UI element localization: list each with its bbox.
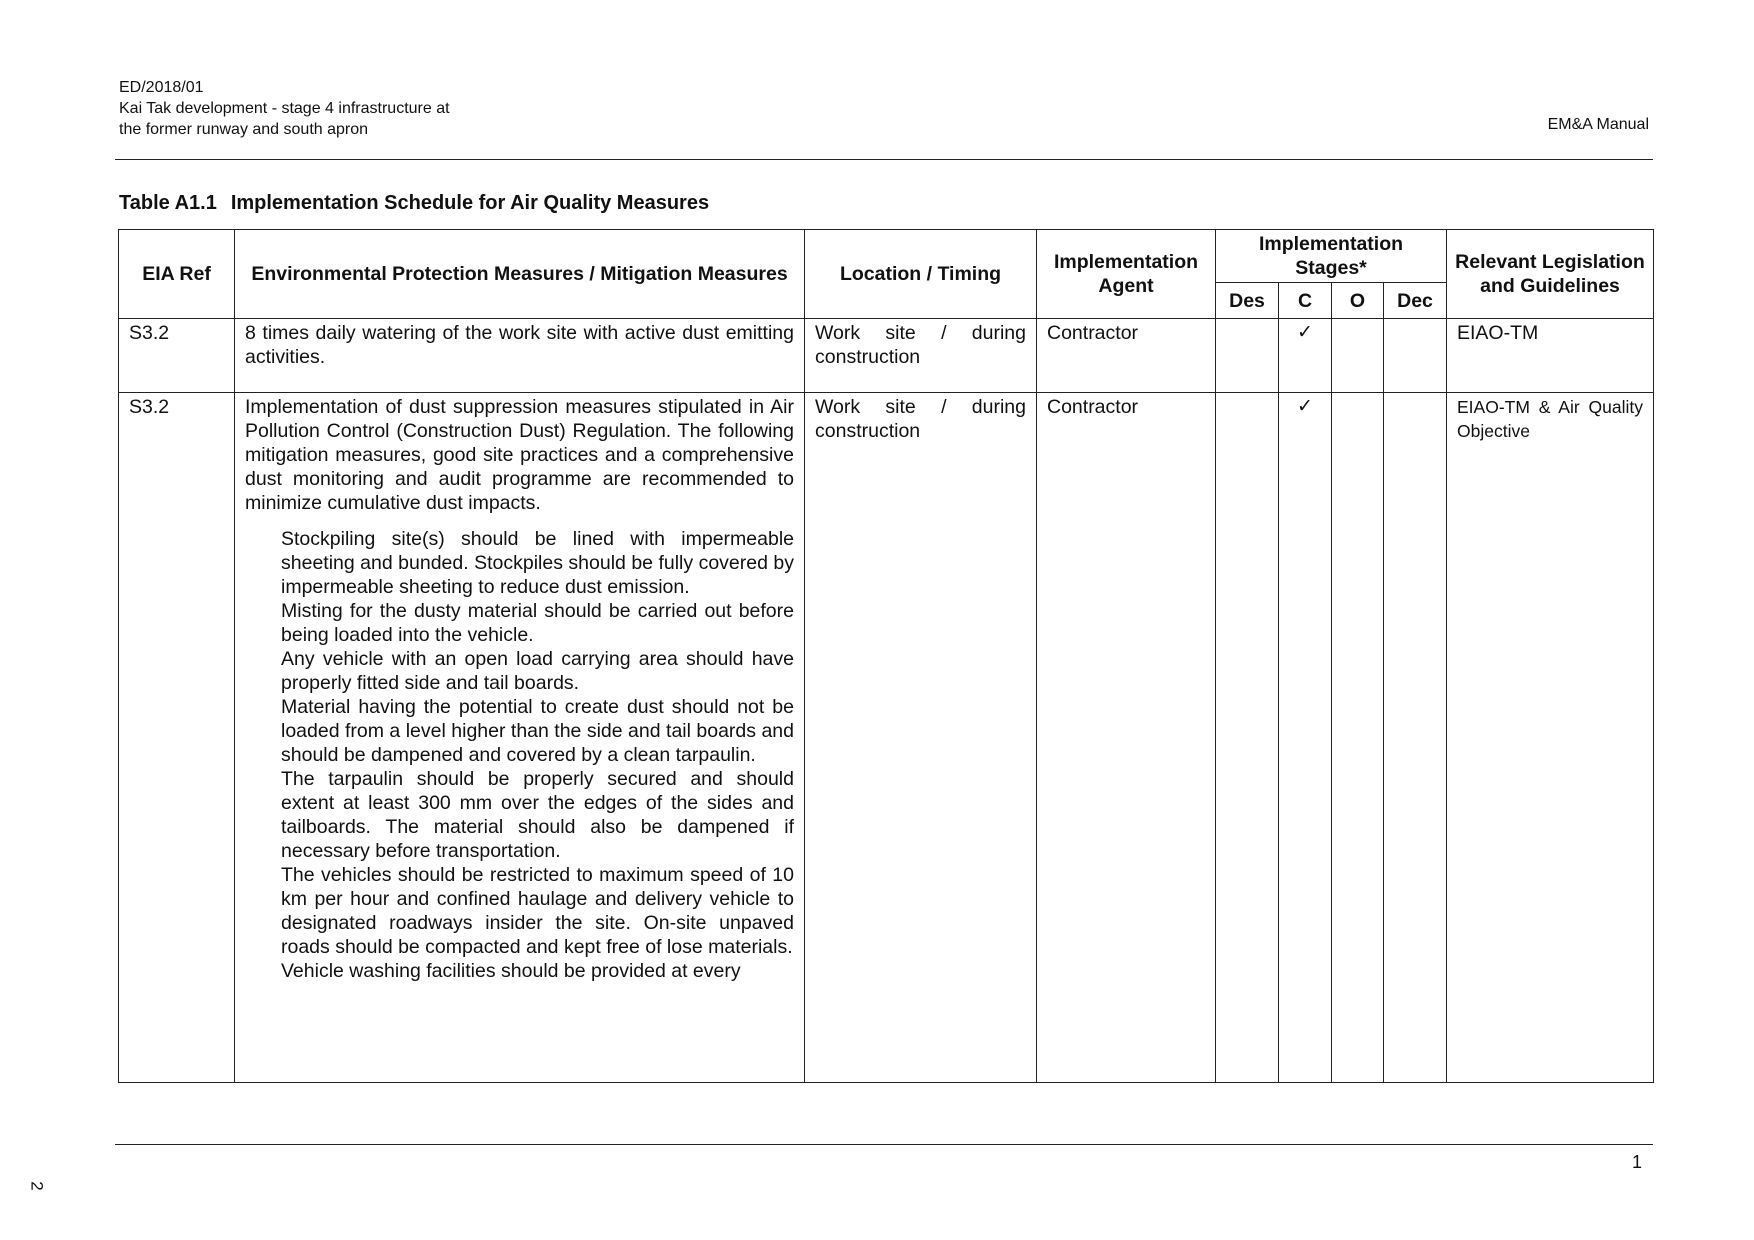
header-divider	[115, 159, 1653, 160]
footer-divider	[115, 1144, 1653, 1145]
cell-stage-dec	[1384, 393, 1447, 1083]
side-page-number: 2	[27, 1181, 47, 1191]
page-number: 1	[1631, 1152, 1642, 1172]
project-title-line-1: Kai Tak development - stage 4 infrastructure at	[119, 100, 450, 117]
cell-eia-ref: S3.2	[119, 393, 235, 1083]
implementation-schedule-table	[118, 229, 1654, 1083]
cell-location: Work site / during construction	[805, 319, 1037, 393]
cell-agent: Contractor	[1037, 319, 1216, 393]
cell-eia-ref: S3.2	[119, 319, 235, 393]
cell-stage-des	[1216, 319, 1279, 393]
cell-stage-o	[1332, 319, 1384, 393]
table-row	[119, 393, 1654, 1083]
header-stage-o: O	[1332, 283, 1384, 319]
header-implementation-agent: Implementation Agent	[1037, 230, 1216, 319]
header-stage-dec: Dec	[1384, 283, 1447, 319]
measure-list	[245, 527, 794, 983]
header-stage-des: Des	[1216, 283, 1279, 319]
check-icon: ✓	[1279, 393, 1332, 1083]
list-item: Any vehicle with an open load carrying area should have properly fitted side and tail boards.	[281, 648, 794, 694]
cell-measure: 8 times daily watering of the work site with active dust emitting activities.	[235, 319, 805, 393]
cell-legislation: EIAO-TM	[1447, 319, 1654, 393]
list-item: Material having the potential to create dust should not be loaded from a level higher than the side and tail boards and should be dampened and covered by a clean tarpaulin.	[281, 696, 794, 766]
list-item: The tarpaulin should be properly secured and should extent at least 300 mm over the edges of the sides and tailboards. The material should also be dampened if necessary before transportation.	[281, 768, 794, 862]
list-item: Vehicle washing facilities should be provided at every	[281, 960, 741, 982]
cell-location: Work site / during construction	[805, 393, 1037, 1083]
cell-agent: Contractor	[1037, 393, 1216, 1083]
document-reference: ED/2018/01	[119, 79, 204, 96]
cell-stage-dec	[1384, 319, 1447, 393]
cell-stage-o	[1332, 393, 1384, 1083]
table-caption	[119, 192, 709, 215]
table-title: Implementation Schedule for Air Quality Measures	[230, 192, 710, 214]
list-item: Stockpiling site(s) should be lined with impermeable sheeting and bunded. Stockpiles should be fully covered by impermeable sheeting to reduce dust emission.	[281, 528, 794, 598]
measure-intro: Implementation of dust suppression measures stipulated in Air Pollution Control (Construction Dust) Regulation. The following mitigation measures, good site practices and a comprehensive dust monitoring and audit programme are recommended to minimize cumulative dust impacts.	[245, 396, 794, 514]
manual-name: EM&A Manual	[1547, 116, 1649, 133]
header-stage-c: C	[1279, 283, 1332, 319]
list-item: Misting for the dusty material should be carried out before being loaded into the vehicle.	[281, 600, 794, 646]
project-title-line-2: the former runway and south apron	[119, 121, 369, 138]
table-row	[119, 319, 1654, 393]
header-location-timing: Location / Timing	[805, 230, 1037, 319]
header-left	[119, 77, 450, 140]
header-measures: Environmental Protection Measures / Mitigation Measures	[235, 230, 805, 319]
header-eia-ref: EIA Ref	[119, 230, 235, 319]
cell-stage-des	[1216, 393, 1279, 1083]
check-icon: ✓	[1279, 319, 1332, 393]
header-legislation: Relevant Legislation and Guidelines	[1447, 230, 1654, 319]
table-number: Table A1.1	[119, 192, 217, 214]
header-implementation-stages: Implementation Stages*	[1216, 230, 1447, 283]
cell-legislation: EIAO-TM & Air Quality Objective	[1447, 393, 1654, 1083]
cell-measure	[235, 393, 805, 1083]
list-item: The vehicles should be restricted to maximum speed of 10 km per hour and confined haulage and delivery vehicle to designated roadways insider the site. On-site unpaved roads should be compacted and kept free of lose materials.	[281, 864, 794, 958]
